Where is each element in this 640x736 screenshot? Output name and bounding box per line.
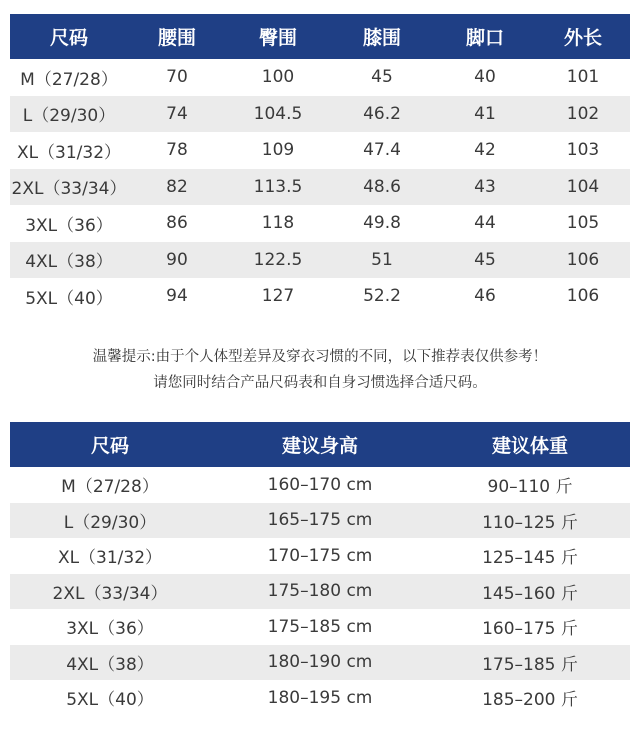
note-line-1: 温馨提示:由于个人体型差异及穿衣习惯的不同，以下推荐表仅供参考！ [92,349,548,365]
header-weight: 建议体重 [491,435,568,457]
table-row [10,538,630,574]
size-cell: L（29/30） [22,106,116,127]
size-cell: M（27/28） [61,477,159,498]
size-chart-header [10,14,630,59]
height-cell: 180–195 cm [267,687,373,708]
table-row [10,574,630,610]
table-row [10,645,630,681]
waist-cell: 74 [166,103,188,124]
height-cell: 180–190 cm [267,652,373,673]
table-row [10,132,630,169]
size-cell: 5XL（40） [66,690,154,711]
hem-cell: 45 [474,249,496,270]
waist-cell: 82 [166,176,188,197]
table-row [10,205,630,242]
hip-cell: 118 [261,213,295,234]
length-cell: 106 [566,249,600,270]
size-cell: 3XL（36） [66,619,154,640]
table-row [10,96,630,133]
recommendation-header [10,422,630,467]
hem-cell: 40 [474,67,496,88]
weight-cell: 110–125 斤 [482,512,578,533]
height-cell: 170–175 cm [267,545,373,566]
size-cell: XL（31/32） [57,548,163,569]
knee-cell: 51 [371,249,393,270]
table-row [10,278,630,315]
size-cell: XL（31/32） [16,142,122,163]
height-cell: 175–180 cm [267,581,373,602]
size-cell: 4XL（38） [66,654,154,675]
length-cell: 104 [566,176,600,197]
table-row [10,169,630,206]
height-cell: 165–175 cm [267,510,373,531]
hem-cell: 41 [474,103,496,124]
hem-cell: 44 [474,213,496,234]
hip-cell: 109 [261,140,295,161]
size-cell: 5XL（40） [25,288,113,309]
size-cell: L（29/30） [63,512,157,533]
header-length: 外长 [563,27,602,49]
waist-cell: 90 [166,249,188,270]
header-size: 尺码 [90,435,129,457]
size-chart-table [10,14,630,315]
note-line-2: 请您同时结合产品尺码表和自身习惯选择合适尺码。 [153,375,487,391]
hem-cell: 46 [474,286,496,307]
waist-cell: 86 [166,213,188,234]
weight-cell: 145–160 斤 [482,583,578,604]
hip-cell: 104.5 [253,103,303,124]
knee-cell: 52.2 [363,286,401,307]
size-advice-note [0,344,640,396]
length-cell: 106 [566,286,600,307]
size-cell: M（27/28） [20,69,118,90]
weight-cell: 90–110 斤 [487,477,573,498]
knee-cell: 48.6 [363,176,401,197]
hip-cell: 100 [261,67,295,88]
waist-cell: 94 [166,286,188,307]
hem-cell: 42 [474,140,496,161]
weight-cell: 125–145 斤 [482,548,578,569]
length-cell: 102 [566,103,600,124]
table-row [10,680,630,716]
header-size: 尺码 [49,27,88,49]
hip-cell: 113.5 [253,176,303,197]
table-row [10,467,630,503]
length-cell: 101 [566,67,600,88]
table-row [10,59,630,96]
height-cell: 160–170 cm [267,474,373,495]
waist-cell: 78 [166,140,188,161]
table-row [10,242,630,279]
header-hip: 臀围 [258,27,297,49]
size-cell: 3XL（36） [25,215,113,236]
size-cell: 2XL（33/34） [52,583,168,604]
recommendation-table [10,422,630,716]
knee-cell: 46.2 [363,103,401,124]
waist-cell: 70 [166,67,188,88]
header-waist: 腰围 [157,27,196,49]
hip-cell: 122.5 [253,249,303,270]
length-cell: 103 [566,140,600,161]
table-row [10,609,630,645]
knee-cell: 45 [371,67,393,88]
header-knee: 膝围 [362,27,401,49]
hem-cell: 43 [474,176,496,197]
length-cell: 105 [566,213,600,234]
size-cell: 2XL（33/34） [11,179,127,200]
hip-cell: 127 [261,286,295,307]
knee-cell: 49.8 [363,213,401,234]
weight-cell: 185–200 斤 [482,690,578,711]
header-hem: 脚口 [465,27,504,49]
table-row [10,503,630,539]
header-height: 建议身高 [281,435,358,457]
weight-cell: 175–185 斤 [482,654,578,675]
knee-cell: 47.4 [363,140,401,161]
weight-cell: 160–175 斤 [482,619,578,640]
height-cell: 175–185 cm [267,616,373,637]
size-cell: 4XL（38） [25,252,113,273]
